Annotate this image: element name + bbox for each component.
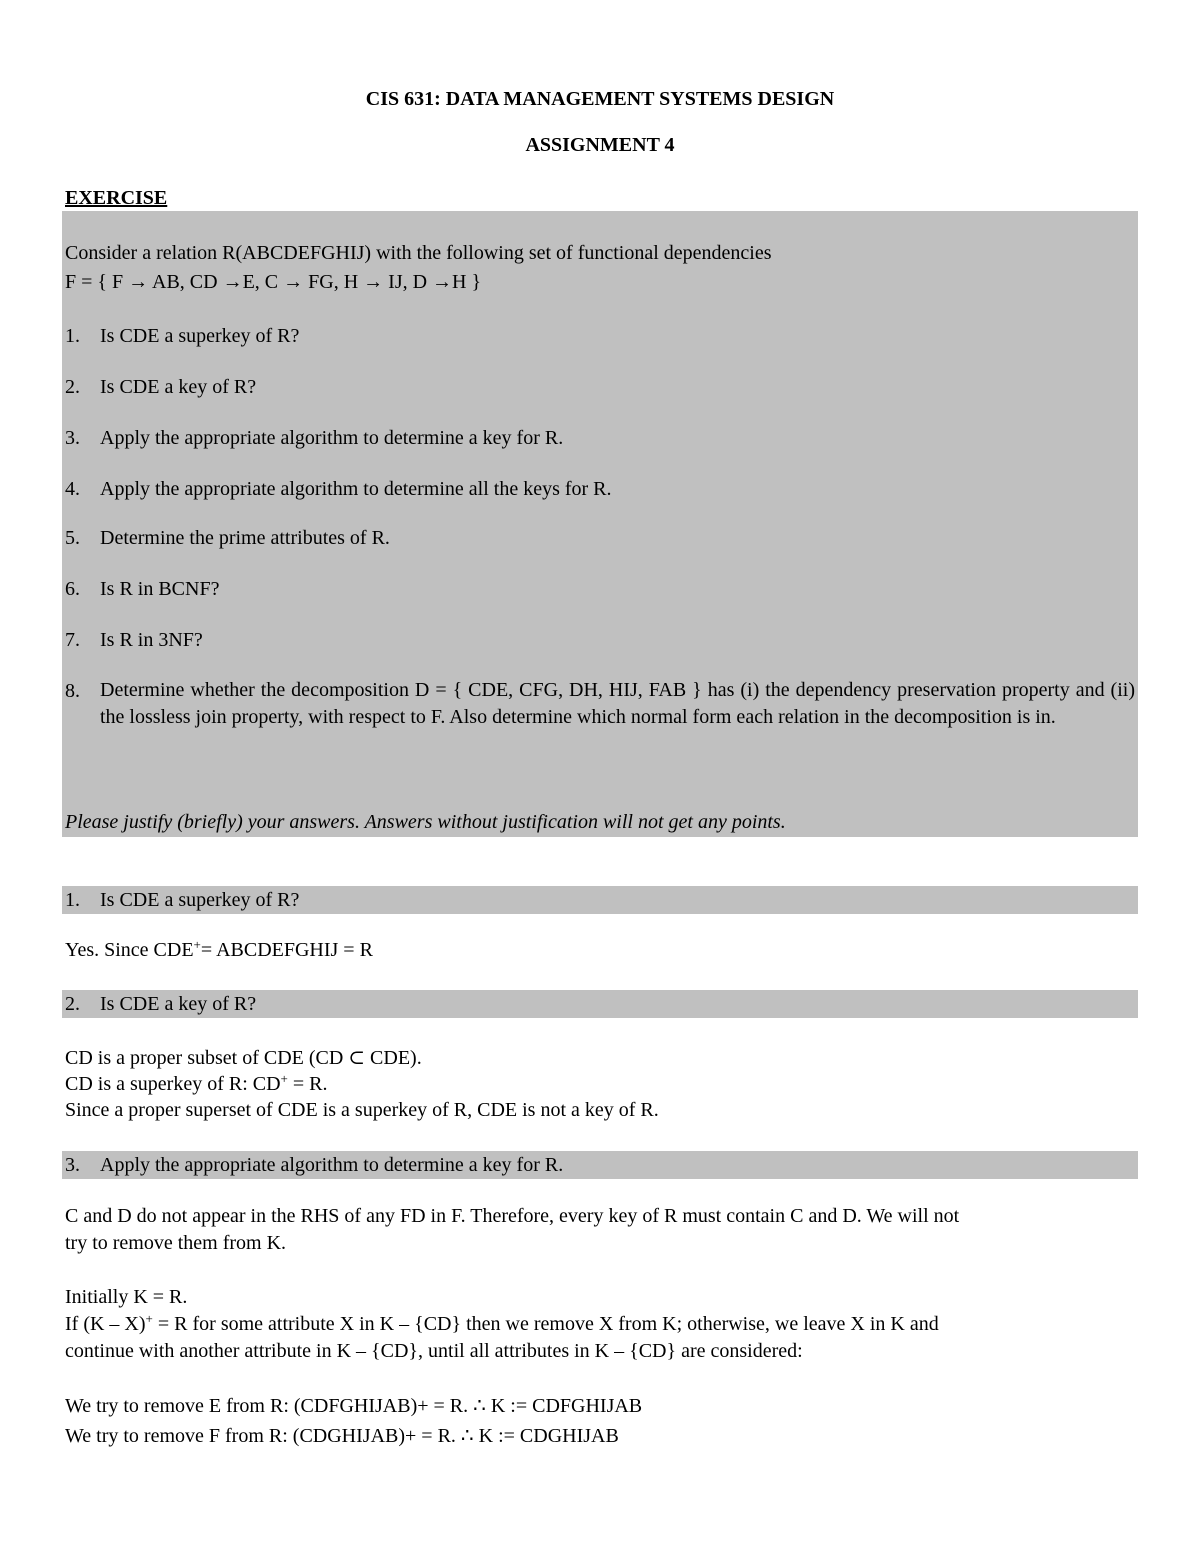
assignment-title: ASSIGNMENT 4 (525, 134, 675, 156)
question-text: Apply the appropriate algorithm to determine all the keys for R. (100, 478, 612, 500)
course-title: CIS 631: DATA MANAGEMENT SYSTEMS DESIGN (365, 88, 835, 110)
question-number: 6. (65, 578, 80, 600)
question-text: Is R in BCNF? (100, 578, 220, 600)
answer-2-line-2: CD is a superkey of R: CD+ = R. (65, 1071, 328, 1095)
answer-3-question: Apply the appropriate algorithm to determine a key for R. (100, 1154, 564, 1176)
answer-2-line-1: CD is a proper subset of CDE (CD ⊂ CDE). (65, 1047, 422, 1069)
exercise-label: EXERCISE (65, 187, 168, 209)
question-text: Determine whether the decomposition D = { CDE, CFG, DH, HIJ, FAB } has (i) the dependency preservation property and (ii) the lossless join property, with respect to F. Also determine which normal form each relation in the decomposition is in. (100, 679, 1135, 728)
question-text: Apply the appropriate algorithm to determine a key for R. (100, 427, 564, 449)
answer-3-step-1: We try to remove E from R: (CDFGHIJAB)+ = R. ∴ K := CDFGHIJAB (65, 1395, 643, 1417)
answer-2-line-3: Since a proper superset of CDE is a superkey of R, CDE is not a key of R. (65, 1099, 659, 1121)
question-number: 1. (65, 325, 80, 347)
answer-3-p2-line-2: If (K – X)+ = R for some attribute X in K – {CD} then we remove X from K; otherwise, we leave X in K and (65, 1311, 939, 1335)
answer-2-number: 2. (65, 993, 80, 1015)
question-number: 2. (65, 376, 80, 398)
answer-3-p1-line-1: C and D do not appear in the RHS of any FD in F. Therefore, every key of R must contain C and D. We will not (65, 1205, 960, 1227)
question-text: Is CDE a superkey of R? (100, 325, 300, 347)
question-text: Is R in 3NF? (100, 629, 203, 651)
answer-3-p2-line-3: continue with another attribute in K – {CD}, until all attributes in K – {CD} are considered: (65, 1340, 803, 1362)
answer-1-number: 1. (65, 889, 80, 911)
fd-set: F = { F → AB, CD →E, C → FG, H → IJ, D →H } (65, 271, 482, 293)
answer-3-p1-line-2: try to remove them from K. (65, 1232, 287, 1254)
question-text: Determine the prime attributes of R. (100, 527, 390, 549)
question-number: 8. (65, 680, 80, 702)
answer-1-text: Yes. Since CDE+= ABCDEFGHIJ = R (65, 937, 373, 961)
answer-2-question: Is CDE a key of R? (100, 993, 257, 1015)
question-number: 5. (65, 527, 80, 549)
exercise-intro: Consider a relation R(ABCDEFGHIJ) with the following set of functional dependencies (65, 242, 772, 264)
answer-3-step-2: We try to remove F from R: (CDGHIJAB)+ = R. ∴ K := CDGHIJAB (65, 1425, 619, 1447)
question-number: 3. (65, 427, 80, 449)
answer-1-question: Is CDE a superkey of R? (100, 889, 300, 911)
question-number: 4. (65, 478, 80, 500)
exercise-box (62, 211, 1138, 837)
answer-3-number: 3. (65, 1154, 80, 1176)
answer-3-p2-line-1: Initially K = R. (65, 1286, 188, 1308)
question-number: 7. (65, 629, 80, 651)
justification-note: Please justify (briefly) your answers. Answers without justification will not get any points. (65, 811, 786, 833)
question-text: Is CDE a key of R? (100, 376, 257, 398)
